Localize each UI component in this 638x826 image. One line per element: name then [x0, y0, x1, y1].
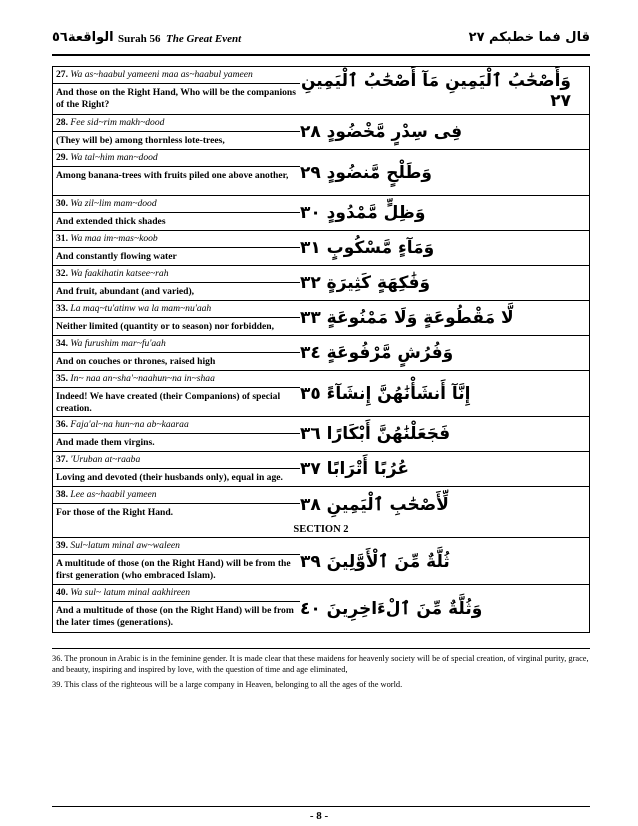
verse-transliteration-text: Wa faakihatin katsee~rah	[70, 268, 169, 279]
verse-translation: Loving and devoted (their husbands only), equal in age.	[56, 472, 283, 483]
verse-row	[53, 538, 589, 585]
verse-english	[53, 196, 300, 230]
verse-transliteration	[53, 454, 300, 469]
verse-row	[53, 452, 589, 487]
verse-transliteration	[53, 69, 300, 84]
verse-transliteration	[53, 373, 300, 388]
verse-translation: And extended thick shades	[56, 216, 166, 227]
verse-translation: A multitude of those (on the Right Hand) will be from the first generation (who embraced Islam).	[56, 558, 291, 581]
verse-arabic: فِى سِدْرٍ مَّخْضُودٍ ٢٨	[300, 122, 463, 142]
verse-transliteration	[53, 268, 300, 283]
footnote: 36. The pronoun in Arabic is in the feminine gender. It is made clear that these maidens for heavenly society will be of special creation, of virginal purity, grace, and beauty, inspiring and inspired by love, with the question of time and age eliminated,	[52, 654, 589, 674]
verse-arabic: عُرُبًا أَتْرَابًا ٣٧	[300, 459, 409, 479]
footnote-divider	[52, 648, 590, 649]
verse-row	[53, 417, 589, 452]
verse-transliteration-text: Lee as~haabil yameen	[70, 489, 157, 500]
verse-row	[53, 150, 589, 196]
verse-number: 37.	[56, 454, 68, 465]
verse-row	[53, 336, 589, 371]
verse-transliteration-text: 'Uruban at~raaba	[70, 454, 141, 465]
verse-arabic: وَفُرُشٍ مَّرْفُوعَةٍ ٣٤	[300, 343, 454, 363]
surah-title	[118, 33, 241, 45]
footnotes	[52, 653, 590, 694]
page-header	[52, 30, 590, 52]
verse-row	[53, 585, 589, 632]
verse-arabic: إِنَّآ أَنشَأْنَٰهُنَّ إِنشَآءً ٣٥	[300, 383, 471, 404]
verse-english	[53, 487, 300, 522]
verse-transliteration	[53, 338, 300, 353]
verse-transliteration	[53, 233, 300, 248]
verse-row	[53, 231, 589, 266]
verse-row	[53, 487, 589, 522]
verse-transliteration	[53, 587, 300, 602]
verse-number: 39.	[56, 540, 68, 551]
verse-transliteration	[53, 198, 300, 213]
verse-english	[53, 336, 300, 370]
verse-transliteration-text: Faja'al~na hun~na ab~kaaraa	[70, 419, 189, 430]
verse-number: 34.	[56, 338, 68, 349]
verse-english	[53, 417, 300, 451]
verse-translation: And fruit, abundant (and varied),	[56, 286, 195, 297]
footnote: 39. This class of the righteous will be a large company in Heaven, belonging to all the ages of the world.	[52, 680, 403, 689]
verse-arabic: لَّا مَقْطُوعَةٍ وَلَا مَمْنُوعَةٍ ٣٣	[300, 308, 514, 328]
verse-translation: And constantly flowing water	[56, 251, 177, 262]
verse-row	[53, 301, 589, 336]
verse-arabic: وَمَآءٍ مَّسْكُوبٍ ٣١	[300, 238, 435, 258]
verse-english	[53, 67, 300, 114]
verse-arabic: لِّأَصْحَٰبِ ٱلْيَمِينِ ٣٨	[300, 495, 449, 515]
verse-arabic: وَأَصْحَٰبُ ٱلْيَمِينِ مَآ أَصْحَٰبُ ٱلْيَمِينِ ٢٧	[301, 71, 571, 111]
verse-translation: (They will be) among thornless lote-trees,	[56, 135, 225, 146]
verse-english	[53, 266, 300, 300]
verse-english	[53, 371, 300, 416]
verse-transliteration-text: Wa furushim mar~fu'aah	[70, 338, 166, 349]
surah-number-label: Surah 56	[118, 33, 161, 45]
verse-row	[53, 196, 589, 231]
verse-english	[53, 585, 300, 632]
verse-number: 32.	[56, 268, 68, 279]
header-divider	[52, 54, 590, 56]
verse-english	[53, 115, 300, 149]
verse-arabic: وَثُلَّةٌ مِّنَ ٱلْءَاخِرِينَ ٤٠	[300, 599, 483, 619]
verse-translation: Indeed! We have created (their Companions) of special creation.	[56, 391, 281, 414]
verse-number: 40.	[56, 587, 68, 598]
page-number: - 8 -	[309, 810, 329, 822]
verse-transliteration-text: Fee sid~rim makh~dood	[70, 117, 165, 128]
juz-arabic-name: قال فما خطبكم ٢٧	[468, 30, 590, 45]
verse-row	[53, 371, 589, 417]
verse-number: 31.	[56, 233, 68, 244]
verse-translation: For those of the Right Hand.	[56, 507, 174, 518]
verse-transliteration-text: In~ naa an~sha'~naahun~na in~shaa	[70, 373, 215, 384]
verse-translation: And those on the Right Hand, Who will be the companions of the Right?	[56, 87, 296, 110]
verse-arabic: وَطَلْحٍ مَّنضُودٍ ٢٩	[300, 162, 432, 183]
verse-transliteration-text: Wa tal~him man~dood	[70, 152, 158, 163]
verse-transliteration	[53, 419, 300, 434]
verse-arabic: فَجَعَلْنَٰهُنَّ أَبْكَارًا ٣٦	[300, 424, 451, 444]
verse-number: 27.	[56, 69, 68, 80]
verse-english	[53, 452, 300, 486]
verse-transliteration-text: Wa maa im~mas~koob	[70, 233, 158, 244]
verse-transliteration	[53, 540, 300, 555]
verse-transliteration	[53, 117, 300, 132]
verse-transliteration-text: Sul~latum minal aw~waleen	[70, 540, 180, 551]
verse-arabic: وَفَٰكِهَةٍ كَثِيرَةٍ ٣٢	[300, 273, 431, 293]
verse-translation: And a multitude of those (on the Right Hand) will be from the later times (generations).	[56, 605, 294, 628]
surah-arabic-name: الواقعة٥٦	[52, 30, 114, 45]
verse-number: 29.	[56, 152, 68, 163]
verse-transliteration	[53, 152, 300, 167]
verse-transliteration-text: La maq~tu'atinw wa la mam~nu'aah	[70, 303, 212, 314]
verse-transliteration-text: Wa as~haabul yameeni maa as~haabul yameen	[70, 69, 253, 80]
verse-number: 35.	[56, 373, 68, 384]
verses-table	[52, 66, 590, 633]
footer-divider	[52, 806, 590, 807]
verse-translation: And on couches or thrones, raised high	[56, 356, 216, 367]
verse-translation: And made them virgins.	[56, 437, 155, 448]
verse-row	[53, 67, 589, 115]
verse-row	[53, 266, 589, 301]
verse-translation: Among banana-trees with fruits piled one above another,	[56, 170, 289, 181]
verse-english	[53, 301, 300, 335]
verse-transliteration	[53, 489, 300, 504]
verse-english	[53, 538, 300, 584]
section-heading: SECTION 2	[53, 522, 589, 538]
verse-number: 28.	[56, 117, 68, 128]
verse-number: 36.	[56, 419, 68, 430]
verse-translation: Neither limited (quantity or to season) nor forbidden,	[56, 321, 274, 332]
verse-english	[53, 150, 300, 195]
verse-number: 38.	[56, 489, 68, 500]
surah-english-title: The Great Event	[166, 33, 242, 45]
verse-transliteration-text: Wa sul~ latum minal aakhireen	[70, 587, 191, 598]
verse-row	[53, 115, 589, 150]
verse-transliteration	[53, 303, 300, 318]
verse-number: 30.	[56, 198, 68, 209]
verse-transliteration-text: Wa zil~lim mam~dood	[70, 198, 157, 209]
verse-english	[53, 231, 300, 265]
verse-number: 33.	[56, 303, 68, 314]
verse-arabic: ثُلَّةٌ مِّنَ ٱلْأَوَّلِينَ ٣٩	[300, 551, 450, 572]
verse-arabic: وَظِلٍّ مَّمْدُودٍ ٣٠	[300, 203, 426, 223]
